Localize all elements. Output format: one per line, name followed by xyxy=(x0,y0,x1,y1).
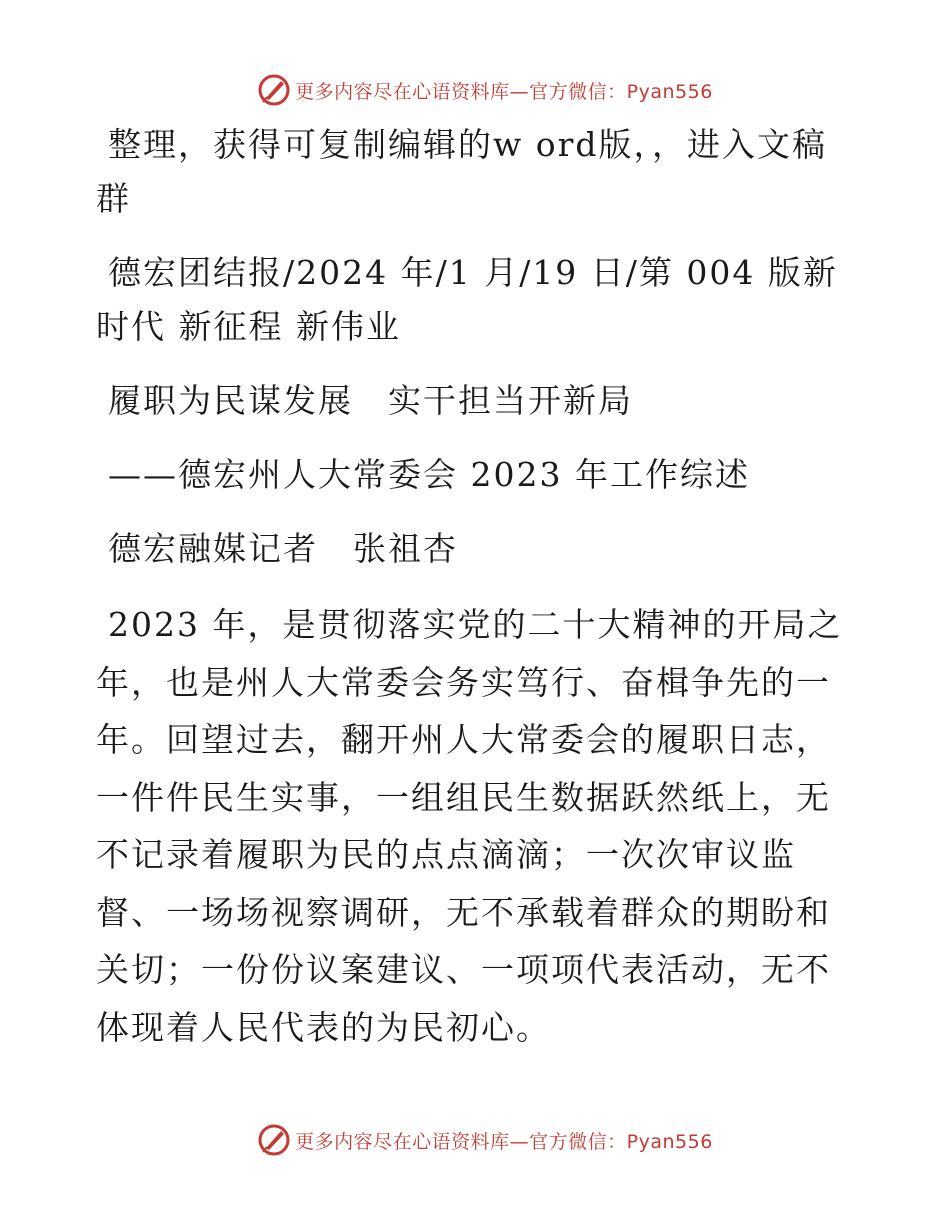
header-watermark xyxy=(0,70,950,110)
intro-line: 整理，获得可复制编辑的w ord版，，进入文稿群 xyxy=(96,125,828,218)
watermark-text xyxy=(295,77,713,104)
watermark-site-text: 更多内容尽在心语资料库 xyxy=(295,80,510,103)
body-paragraph: 2023 年，是贯彻落实党的二十大精神的开局之年，也是州人大常委会务实笃行、奋楫争先的一年。回望过去，翻开州人大常委会的履职日志，一件件民生实事，一组组民生数据跃然纸上，无不记录着履职为民的点点滴滴；一次次审议监督、一场场视察调研，无不承载着群众的期盼和关切；一份份议案建议、一项项代表活动，无不体现着人民代表的为民初心。 xyxy=(96,605,843,1047)
document-body xyxy=(96,118,856,1076)
watermark-wechat-text: 官方微信：Pyan556 xyxy=(529,80,713,103)
article-title: 履职为民谋发展 实干担当开新局 xyxy=(108,381,633,420)
article-subtitle: ——德宏州人大常委会 2023 年工作综述 xyxy=(108,455,750,494)
watermark-text xyxy=(295,1127,713,1154)
source-line: 德宏团结报/2024 年/1 月/19 日/第 004 版新时代 新征程 新伟业 xyxy=(96,253,838,346)
quill-logo-icon xyxy=(257,1123,291,1157)
watermark-wechat-text: 官方微信：Pyan556 xyxy=(529,1130,713,1153)
watermark-separator: — xyxy=(509,80,530,103)
footer-watermark xyxy=(0,1120,950,1160)
byline: 德宏融媒记者 张祖杏 xyxy=(108,529,458,568)
watermark-site-text: 更多内容尽在心语资料库 xyxy=(295,1130,510,1153)
quill-logo-icon xyxy=(257,73,291,107)
watermark-separator: — xyxy=(509,1130,530,1153)
